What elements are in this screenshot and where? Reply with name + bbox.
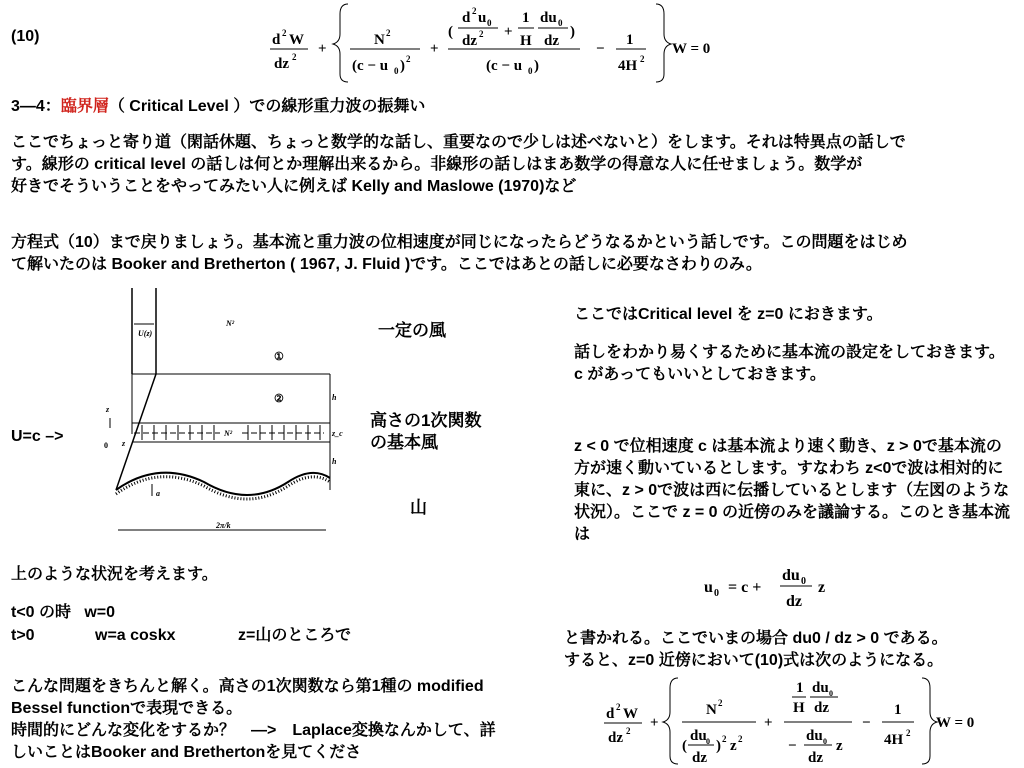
svg-text:du: du bbox=[690, 728, 707, 744]
mountain-profile bbox=[116, 473, 330, 495]
svg-text:z: z bbox=[836, 738, 843, 754]
basic-flow-equation bbox=[700, 556, 870, 612]
svg-text:0: 0 bbox=[801, 576, 806, 587]
svg-text:(c − u: (c − u bbox=[352, 58, 389, 74]
uniform-wind-label: 一定の風 bbox=[378, 321, 446, 340]
condition-t-label: t>0 bbox=[11, 627, 35, 644]
svg-text:2: 2 bbox=[738, 734, 743, 744]
svg-text:dz: dz bbox=[274, 56, 289, 72]
svg-text:2: 2 bbox=[282, 28, 287, 38]
z-marker: z bbox=[122, 439, 126, 448]
condition-location: z=山のところで bbox=[238, 627, 352, 644]
intro-paragraph bbox=[11, 132, 1016, 198]
svg-text:2: 2 bbox=[472, 6, 477, 16]
profile-slope bbox=[116, 374, 156, 490]
svg-text:1: 1 bbox=[626, 32, 634, 48]
region-2-label: ② bbox=[274, 393, 284, 405]
condition-w-value: w=a coskx bbox=[95, 627, 176, 644]
svg-text:+: + bbox=[764, 715, 773, 731]
uz-label: U(z) bbox=[138, 329, 153, 338]
svg-text:d: d bbox=[462, 10, 471, 26]
svg-text:N: N bbox=[706, 702, 717, 718]
section-heading bbox=[11, 96, 425, 118]
svg-text:u: u bbox=[478, 10, 487, 26]
svg-text:): ) bbox=[570, 24, 575, 40]
svg-text:(c − u: (c − u bbox=[486, 58, 523, 74]
critical-level-equation bbox=[596, 674, 1016, 768]
svg-text:z: z bbox=[730, 738, 737, 754]
svg-text:+: + bbox=[504, 24, 513, 40]
critical-level-figure bbox=[98, 284, 358, 542]
svg-text:+: + bbox=[318, 41, 327, 57]
svg-text:2: 2 bbox=[626, 726, 631, 736]
svg-text:(: ( bbox=[682, 738, 687, 754]
svg-text:dz: dz bbox=[808, 750, 823, 766]
figure-left-label: U=c –> bbox=[11, 428, 64, 445]
svg-text:−: − bbox=[862, 715, 871, 731]
condition-t-negative: t<0 の時 w=0 bbox=[11, 604, 116, 621]
section-number: 3—4： bbox=[11, 98, 61, 115]
svg-text:W = 0: W = 0 bbox=[936, 715, 975, 731]
svg-text:dz: dz bbox=[544, 33, 559, 49]
svg-text:H: H bbox=[793, 700, 805, 716]
solution-paragraph: こんな問題をきちんと解く。高さの1次関数なら第1種の modified Bessel functionで表現できる。 時間的にどんな変化をするか？ —> Laplace変換なんかして、詳しいことはBooker and Brethertonを見てくださ bbox=[11, 678, 496, 761]
svg-text:0: 0 bbox=[706, 737, 710, 746]
svg-text:1: 1 bbox=[796, 680, 804, 696]
svg-text:0: 0 bbox=[714, 588, 719, 599]
svg-text:2: 2 bbox=[386, 28, 391, 38]
svg-text:+: + bbox=[650, 715, 659, 731]
svg-text:−: − bbox=[788, 738, 797, 754]
svg-text:dz: dz bbox=[462, 33, 477, 49]
svg-text:0: 0 bbox=[558, 18, 563, 28]
svg-text:du: du bbox=[540, 10, 557, 26]
intro-line: 好きでそういうことをやってみたい人に例えば Kelly and Maslowe (1970)など bbox=[11, 178, 577, 195]
zc-label: z_c bbox=[332, 429, 343, 438]
svg-text:2: 2 bbox=[292, 52, 297, 62]
svg-text:W: W bbox=[289, 32, 304, 48]
svg-text:u: u bbox=[704, 579, 713, 596]
problem-paragraph bbox=[11, 232, 1016, 276]
equation-10 bbox=[262, 0, 732, 84]
svg-text:2: 2 bbox=[718, 698, 723, 708]
mountain-hatch bbox=[116, 477, 330, 499]
svg-text:H: H bbox=[520, 33, 532, 49]
svg-text:dz: dz bbox=[814, 700, 829, 716]
svg-text:0: 0 bbox=[823, 737, 827, 746]
svg-text:4H: 4H bbox=[618, 58, 638, 74]
svg-text:0: 0 bbox=[829, 689, 833, 698]
svg-text:N: N bbox=[374, 32, 385, 48]
consider-text: 上のような状況を考えます。 bbox=[11, 566, 218, 583]
svg-text:−: − bbox=[596, 41, 605, 57]
n2-mid-label: N² bbox=[224, 429, 233, 438]
svg-text:0: 0 bbox=[487, 18, 492, 28]
condition-t-positive bbox=[11, 625, 352, 647]
svg-text:2: 2 bbox=[640, 54, 645, 64]
svg-text:2: 2 bbox=[722, 734, 727, 744]
svg-text:dz: dz bbox=[692, 750, 707, 766]
wavelength-label: 2π/k bbox=[216, 521, 231, 530]
svg-text:du: du bbox=[782, 567, 800, 584]
intro-line: ここでちょっと寄り道（閑話休題、ちょっと数学的な話し、重要なので少しは述べないと）をします。それは特異点の話しで bbox=[11, 134, 906, 151]
svg-text:2: 2 bbox=[479, 29, 484, 39]
after-equation-text: と書かれる。ここでいまの場合 du0 / dz > 0 である。 すると、z=0 近傍において(10)式は次のようになる。 bbox=[564, 630, 948, 669]
svg-text:0: 0 bbox=[528, 66, 533, 76]
critical-level-statement: ここではCritical level を z=0 におきます。 bbox=[574, 306, 883, 323]
svg-text:dz: dz bbox=[608, 730, 623, 746]
svg-text:2: 2 bbox=[406, 54, 411, 64]
zero-label: 0 bbox=[104, 441, 108, 450]
svg-text:d: d bbox=[272, 32, 281, 48]
svg-text:4H: 4H bbox=[884, 732, 904, 748]
svg-text:2: 2 bbox=[906, 728, 911, 738]
problem-line: 方程式（10）まで戻りましょう。基本流と重力波の位相速度が同じになったらどうなるかという話しです。この問題をはじめ bbox=[11, 234, 908, 251]
amp-label: a bbox=[156, 489, 160, 498]
section-highlight: 臨界層 bbox=[60, 98, 109, 115]
phase-speed-paragraph: z < 0 で位相速度 c は基本流より速く動き、z > 0で基本流の方が速く動いているとします。すなわち z<0で波は相対的に東に、z > 0で波は西に伝播しているとします（左図のような状況）。ここで z = 0 の近傍のみを議論する。このとき基本流は bbox=[574, 438, 1011, 543]
h-top-label: h bbox=[332, 393, 337, 402]
linear-wind-label: 高さの1次関数 の基本風 bbox=[370, 411, 482, 452]
svg-text:1: 1 bbox=[894, 702, 902, 718]
svg-text:W: W bbox=[623, 706, 638, 722]
svg-text:du: du bbox=[812, 680, 829, 696]
section-title-rest: （ Critical Level ）での線形重力波の振舞い bbox=[108, 98, 426, 115]
problem-line: て解いたのは Booker and Bretherton ( 1967, J. Fluid )です。ここではあとの話しに必要なさわりのみ。 bbox=[11, 256, 762, 273]
basic-flow-setup: 話しをわかり易くするために基本流の設定をしておきます。 c があってもいいとしておきます。 bbox=[574, 344, 1005, 383]
svg-text:): ) bbox=[716, 738, 721, 754]
svg-text:W = 0: W = 0 bbox=[672, 41, 711, 57]
svg-text:+: + bbox=[430, 41, 439, 57]
svg-text:= c +: = c + bbox=[728, 579, 762, 596]
n2-top-label: N² bbox=[226, 319, 235, 328]
svg-text:0: 0 bbox=[394, 66, 399, 76]
z-axis-label: z bbox=[106, 405, 110, 414]
svg-text:1: 1 bbox=[522, 10, 530, 26]
equation-10-label: (10) bbox=[11, 28, 40, 45]
svg-text:dz: dz bbox=[786, 593, 802, 610]
svg-text:): ) bbox=[534, 58, 539, 74]
intro-line: す。線形の critical level の話しは何とか理解出来るから。非線形の話しはまあ数学の得意な人に任せましょう。数学が bbox=[11, 156, 863, 173]
h-bot-label: h bbox=[332, 457, 337, 466]
svg-text:z: z bbox=[818, 579, 826, 596]
mountain-label: 山 bbox=[410, 498, 427, 517]
svg-text:): ) bbox=[400, 58, 405, 74]
svg-text:d: d bbox=[606, 706, 615, 722]
svg-text:(: ( bbox=[448, 24, 453, 40]
svg-text:du: du bbox=[806, 728, 823, 744]
svg-text:2: 2 bbox=[616, 702, 621, 712]
region-1-label: ① bbox=[274, 351, 284, 363]
